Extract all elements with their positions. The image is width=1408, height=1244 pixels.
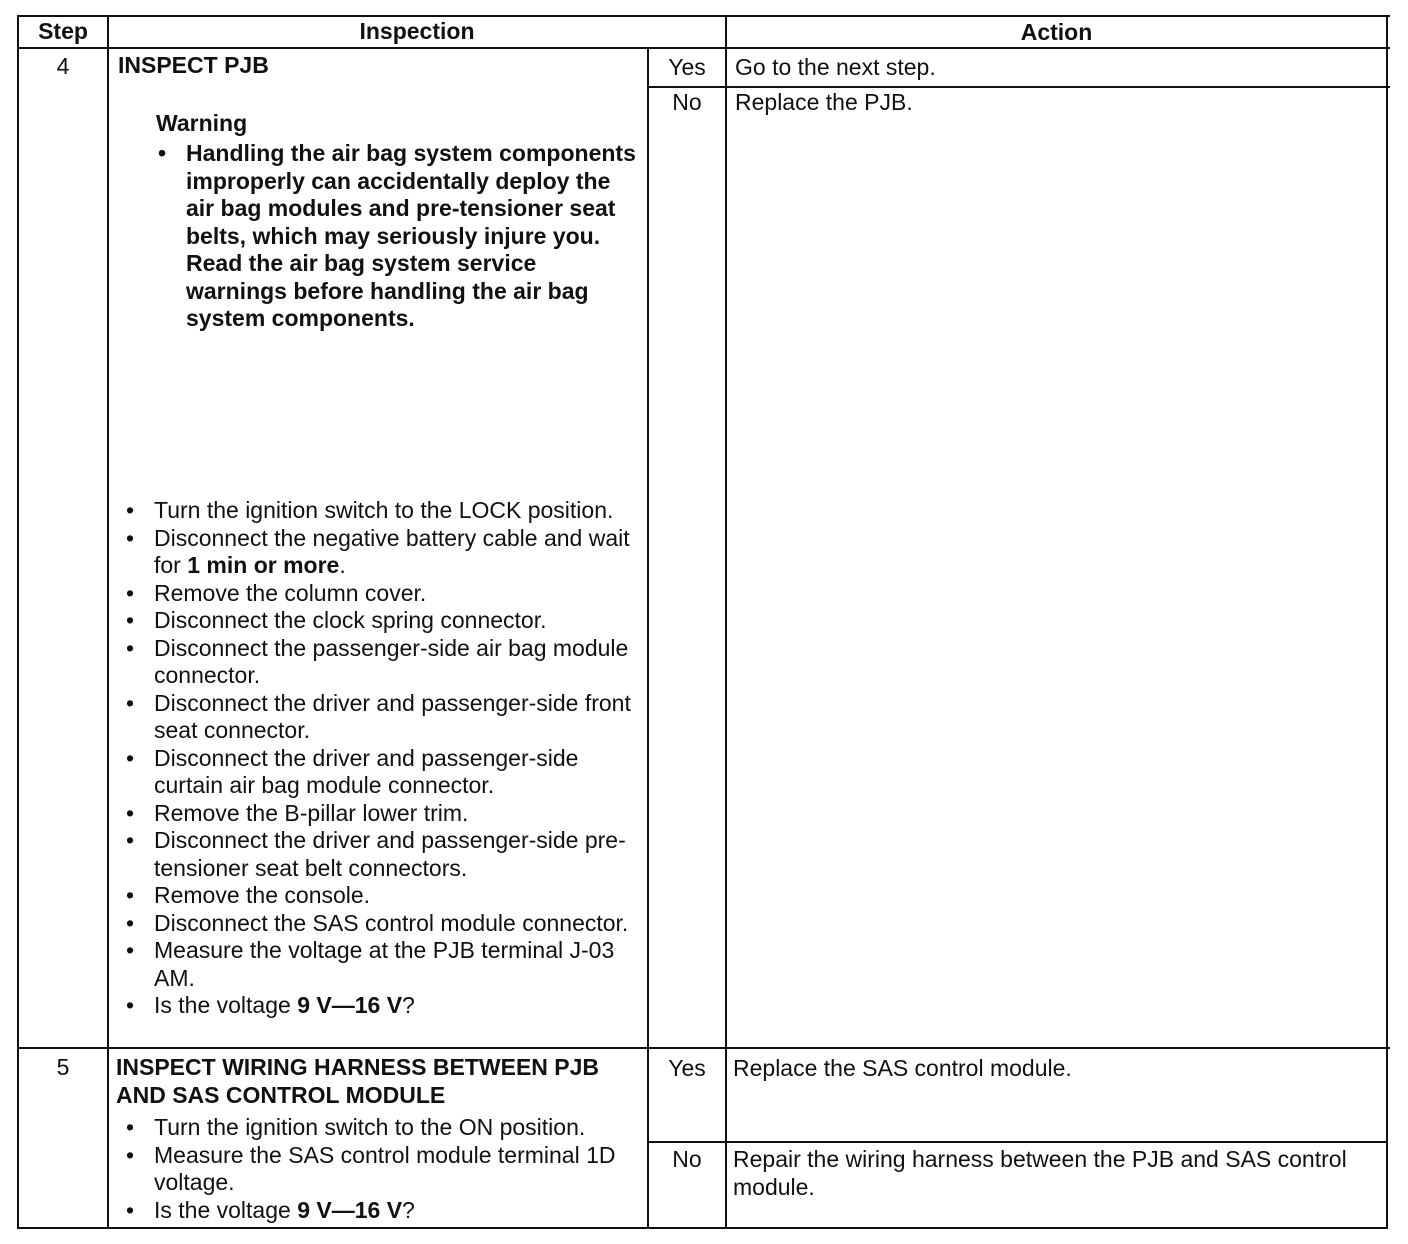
list-item: • Turn the ignition switch to the LOCK position. — [116, 497, 644, 525]
warning-item: • Handling the air bag system components improperly can accidentally deploy the air bag modules and pre-tensioner seat belts, which may seriously injure you. Read the air bag system service warnings before handling the air bag system components. — [148, 140, 638, 333]
list-item: • Remove the column cover. — [116, 580, 644, 608]
table-bottom-border — [17, 1227, 1388, 1229]
step5-yes-action: Replace the SAS control module. — [733, 1055, 1072, 1081]
step4-yes-label: Yes — [668, 54, 706, 80]
list-item: • Remove the console. — [116, 882, 644, 910]
list-item: • Is the voltage 9 V—16 V? — [116, 1197, 644, 1225]
step-number-5: 5 — [56, 1054, 70, 1080]
warning-list — [148, 140, 638, 333]
list-item: • Disconnect the clock spring connector. — [116, 607, 644, 635]
list-item: • Disconnect the negative battery cable and wait for 1 min or more. — [116, 525, 644, 580]
header-inspection: Inspection — [359, 18, 475, 44]
step4-no-label: No — [672, 89, 702, 115]
warning-title: Warning — [156, 110, 248, 136]
step5-title: INSPECT WIRING HARNESS BETWEEN PJB AND SAS CONTROL MODULE — [116, 1054, 600, 1108]
list-item: • Disconnect the driver and passenger-side pre-tensioner seat belt connectors. — [116, 827, 644, 882]
list-item: • Disconnect the driver and passenger-side curtain air bag module connector. — [116, 745, 644, 800]
header-action: Action — [1020, 19, 1093, 45]
action-column-divider — [725, 15, 727, 1229]
table-right-border — [1386, 15, 1388, 1229]
row4-bottom-border — [17, 1047, 1390, 1049]
header-step: Step — [38, 18, 88, 44]
list-item: • Disconnect the driver and passenger-side front seat connector. — [116, 690, 644, 745]
inspection-yesno-divider — [647, 49, 649, 1229]
list-item: • Disconnect the passenger-side air bag module connector. — [116, 635, 644, 690]
table-left-border — [17, 15, 19, 1229]
step5-no-label: No — [672, 1146, 702, 1172]
step-column-divider — [107, 15, 109, 1229]
list-item: • Turn the ignition switch to the ON position. — [116, 1114, 644, 1142]
step-number-4: 4 — [56, 53, 70, 79]
row4-yesno-divider — [647, 86, 1390, 88]
step4-no-action: Replace the PJB. — [735, 89, 913, 115]
header-bottom-border — [17, 47, 1390, 49]
step5-yes-label: Yes — [668, 1055, 706, 1081]
step5-no-action: Repair the wiring harness between the PJB and SAS control module. — [733, 1146, 1347, 1200]
step5-procedure-list — [116, 1114, 644, 1224]
list-item: • Disconnect the SAS control module connector. — [116, 910, 644, 938]
step4-procedure-list — [116, 497, 644, 1020]
row5-yesno-divider — [647, 1141, 1388, 1143]
list-item: • Measure the SAS control module terminal 1D voltage. — [116, 1142, 644, 1197]
list-item: • Remove the B-pillar lower trim. — [116, 800, 644, 828]
step4-title: INSPECT PJB — [118, 52, 269, 78]
list-item: • Is the voltage 9 V—16 V? — [116, 992, 644, 1020]
list-item: • Measure the voltage at the PJB terminal J-03 AM. — [116, 937, 644, 992]
step4-yes-action: Go to the next step. — [735, 54, 936, 80]
